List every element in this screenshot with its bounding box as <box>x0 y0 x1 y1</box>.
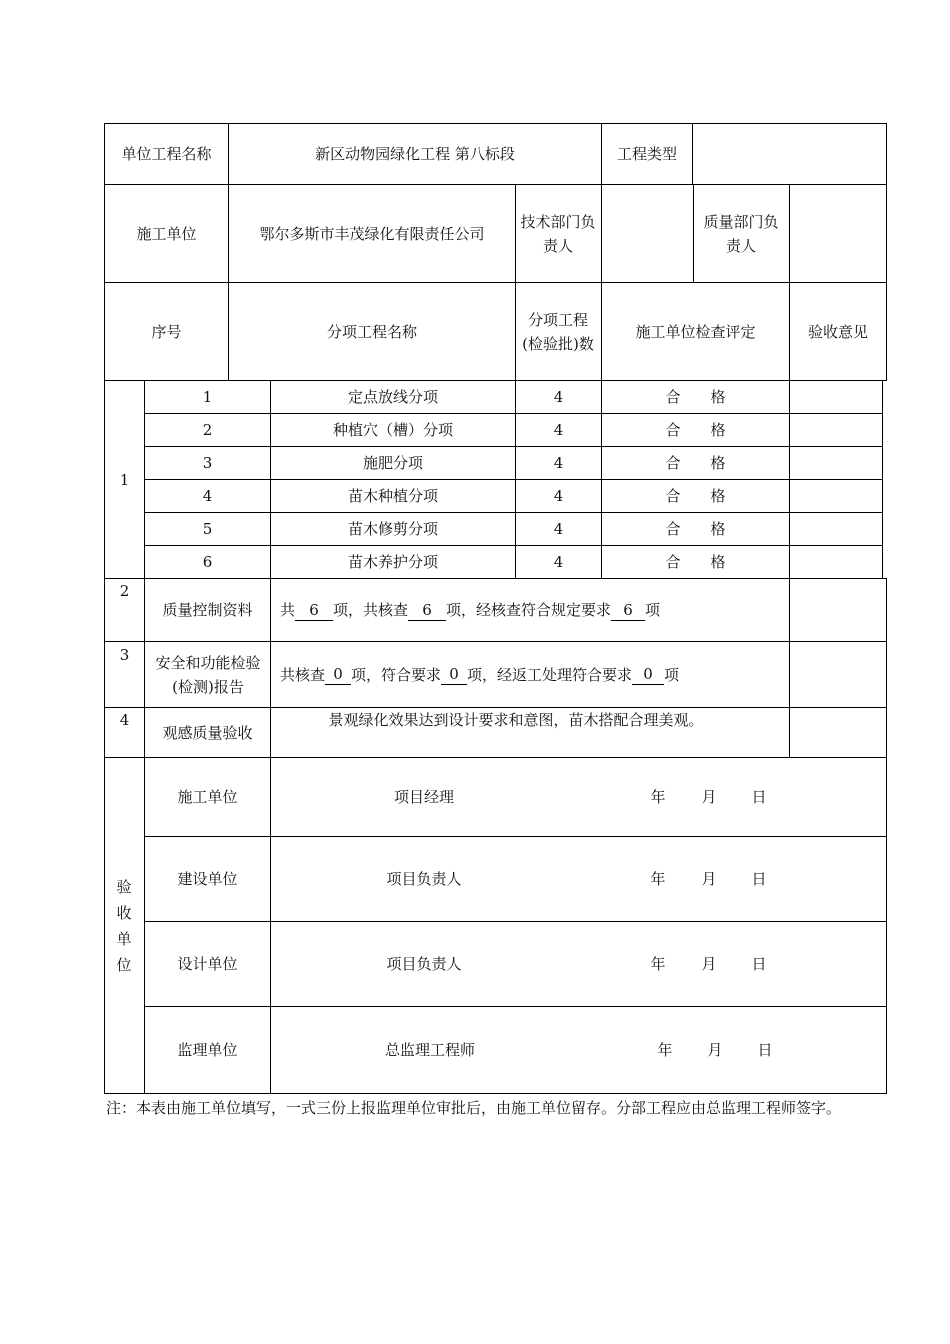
item-result: 合 格 <box>665 553 726 571</box>
summary-text: 共核查 <box>280 665 326 684</box>
summary-text: 项 <box>664 665 680 684</box>
acceptance-role: 项目负责人 <box>386 870 462 888</box>
column-header-item-name: 分项工程名称 <box>326 322 417 341</box>
item-name: 苗木养护分项 <box>347 553 438 571</box>
appearance-quality-text: 景观绿化效果达到设计要求和意图，苗木搭配合理美观。 <box>328 711 704 729</box>
item-count: 4 <box>553 520 564 538</box>
date-year: 年 <box>650 788 666 806</box>
date-day: 日 <box>751 955 767 973</box>
summary-value: 6 <box>611 600 645 621</box>
summary-text: 共 <box>280 601 296 619</box>
summary-text: 项，经核查符合规定要求 <box>446 601 612 619</box>
item-result: 合 格 <box>665 421 726 439</box>
date-month: 月 <box>707 1041 723 1059</box>
construction-unit-value: 鄂尔多斯市丰茂绿化有限责任公司 <box>259 224 485 243</box>
section-label: 质量控制资料 <box>162 601 253 619</box>
construction-unit-label: 施工单位 <box>136 224 197 243</box>
column-header-count: 分项工程(检验批)数 <box>522 310 594 353</box>
section-number: 4 <box>119 711 130 729</box>
date-year: 年 <box>650 955 666 973</box>
item-result: 合 格 <box>665 454 726 472</box>
section-label: 观感质量验收 <box>162 723 253 742</box>
quality-dept-value[interactable] <box>790 185 886 282</box>
acceptance-unit: 设计单位 <box>177 955 238 973</box>
date-day: 日 <box>757 1041 773 1059</box>
item-count: 4 <box>553 421 564 439</box>
safety-function-summary <box>280 642 785 707</box>
item-result: 合 格 <box>665 520 726 538</box>
table-border-right <box>882 380 883 578</box>
date-month: 月 <box>701 788 717 806</box>
col-divider <box>270 757 271 1094</box>
table-border-right <box>886 123 887 381</box>
date-day: 日 <box>751 870 767 888</box>
acceptance-role: 总监理工程师 <box>384 1041 475 1059</box>
item-seq: 5 <box>202 520 213 538</box>
summary-value: 0 <box>325 664 351 685</box>
date-year: 年 <box>657 1041 673 1059</box>
section-number: 3 <box>119 646 130 664</box>
quality-control-summary <box>280 579 785 641</box>
column-header-seq: 序号 <box>151 322 182 341</box>
item-seq: 3 <box>202 454 213 472</box>
acceptance-unit: 施工单位 <box>177 788 238 806</box>
date-month: 月 <box>701 870 717 888</box>
item-name: 苗木修剪分项 <box>347 520 438 538</box>
quality-dept-label: 质量部门负责人 <box>703 212 779 255</box>
summary-text: 项，经返工处理符合要求 <box>467 665 633 684</box>
unit-project-name-label: 单位工程名称 <box>121 145 212 163</box>
summary-value: 6 <box>295 600 333 621</box>
item-name: 施肥分项 <box>362 454 423 472</box>
item-seq: 4 <box>202 487 213 505</box>
col-divider <box>693 184 694 282</box>
acceptance-unit: 建设单位 <box>177 870 238 888</box>
summary-value: 0 <box>441 664 467 685</box>
column-header-evaluation: 施工单位检查评定 <box>635 322 756 341</box>
column-header-opinion: 验收意见 <box>807 322 868 341</box>
item-name: 种植穴（槽）分项 <box>332 421 453 439</box>
tech-dept-label: 技术部门负责人 <box>520 212 596 255</box>
acceptance-units-label: 验收单位 <box>116 877 132 974</box>
date-year: 年 <box>650 870 666 888</box>
date-month: 月 <box>701 955 717 973</box>
summary-text: 项，共核查 <box>333 601 409 619</box>
group-number: 1 <box>119 470 130 489</box>
section-number: 2 <box>119 582 130 600</box>
table-border-bottom <box>104 1093 887 1094</box>
acceptance-role: 项目经理 <box>393 788 454 806</box>
summary-text: 项，符合要求 <box>351 665 442 684</box>
item-seq: 2 <box>202 421 213 439</box>
section-label: 安全和功能检验(检测)报告 <box>155 653 261 696</box>
item-count: 4 <box>553 454 564 472</box>
unit-project-name-value: 新区动物园绿化工程 第八标段 <box>315 145 515 163</box>
item-count: 4 <box>553 553 564 571</box>
item-count: 4 <box>553 487 564 505</box>
item-result: 合 格 <box>665 388 726 406</box>
project-type-label: 工程类型 <box>616 145 677 163</box>
acceptance-role: 项目负责人 <box>386 955 462 973</box>
summary-text: 项 <box>645 601 661 619</box>
item-seq: 1 <box>202 388 213 406</box>
table-border-right <box>886 578 887 1094</box>
project-type-value[interactable] <box>693 124 886 184</box>
item-result: 合 格 <box>665 487 726 505</box>
date-day: 日 <box>751 788 767 806</box>
tech-dept-value[interactable] <box>602 185 693 282</box>
summary-value: 6 <box>408 600 446 621</box>
acceptance-unit: 监理单位 <box>177 1041 238 1059</box>
item-seq: 6 <box>202 553 213 571</box>
footnote: 注：本表由施工单位填写，一式三份上报监理单位审批后，由施工单位留存。分部工程应由总监理工程师签字。 <box>106 1099 842 1117</box>
item-name: 定点放线分项 <box>347 388 438 406</box>
summary-value: 0 <box>632 664 664 685</box>
item-name: 苗木种植分项 <box>347 487 438 505</box>
item-count: 4 <box>553 388 564 406</box>
